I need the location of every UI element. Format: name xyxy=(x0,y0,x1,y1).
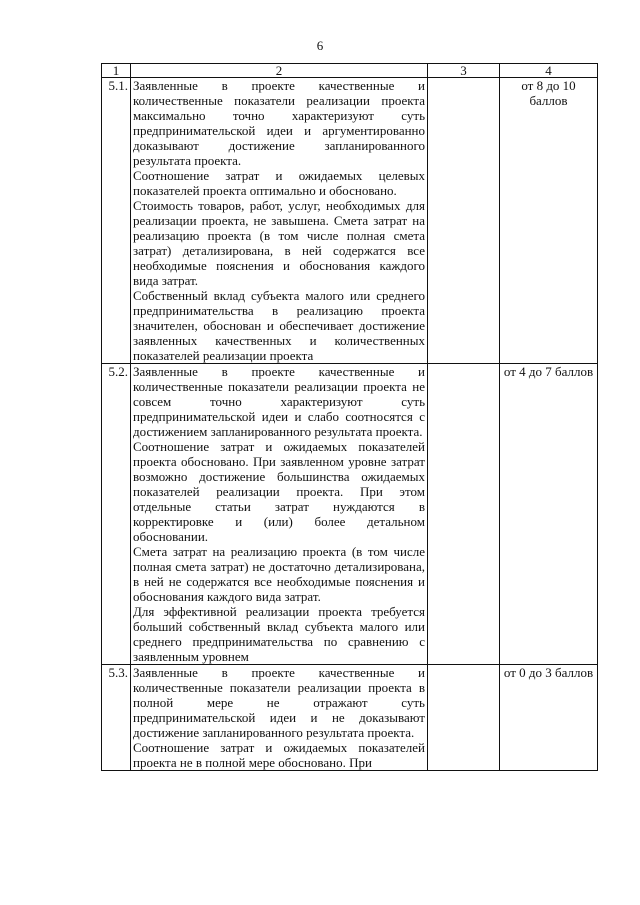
column-header-3: 3 xyxy=(428,64,500,78)
table-body xyxy=(102,78,598,771)
table-header xyxy=(102,64,598,78)
column-header-4: 4 xyxy=(500,64,598,78)
description-paragraph: Заявленные в проекте качественные и количественные показатели реализации проекта в полной мере не отражают суть предпринимательской идеи и не доказывают достижение запланированного результата проекта. xyxy=(133,665,425,740)
score-range: от 8 до 10 баллов xyxy=(500,78,598,364)
score-range: от 4 до 7 баллов xyxy=(500,364,598,665)
description-paragraph: Заявленные в проекте качественные и количественные показатели реализации проекта не совсем точно характеризуют суть предпринимательской идеи и слабо соотносятся с достижением запланированного результата проекта. xyxy=(133,364,425,439)
description-paragraph: Собственный вклад субъекта малого или среднего предпринимательства в реализацию проекта значителен, обоснован и обеспечивает достижение заявленных качественных и количественных показателей реализации проекта xyxy=(133,288,425,363)
header-row xyxy=(102,64,598,78)
page-number: 6 xyxy=(316,38,324,53)
row-number: 5.1. xyxy=(102,78,131,364)
description-paragraph: Соотношение затрат и ожидаемых целевых показателей проекта оптимально и обосновано. xyxy=(133,168,425,198)
score-range: от 0 до 3 баллов xyxy=(500,665,598,771)
column-3-cell xyxy=(428,665,500,771)
criterion-description xyxy=(131,665,428,771)
description-paragraph: Соотношение затрат и ожидаемых показателей проекта обосновано. При заявленном уровне затрат возможно достижение большинства ожидаемых показателей реализации проекта. При этом отдельные статьи затрат нуждаются в корректировке и (или) более детальном обосновании. xyxy=(133,439,425,544)
criteria-table xyxy=(101,63,598,771)
description-paragraph: Стоимость товаров, работ, услуг, необходимых для реализации проекта, не завышена. Смета затрат на реализацию проекта (в том числе полная смета затрат) детализирована, в ней содержатся все необходимые пояснения и обоснования каждого вида затрат. xyxy=(133,198,425,288)
column-3-cell xyxy=(428,78,500,364)
criterion-description xyxy=(131,364,428,665)
column-header-1: 1 xyxy=(102,64,131,78)
table-row xyxy=(102,665,598,771)
row-number: 5.3. xyxy=(102,665,131,771)
description-paragraph: Для эффективной реализации проекта требуется больший собственный вклад субъекта малого или среднего предпринимательства по сравнению с заявленным уровнем xyxy=(133,604,425,664)
criterion-description xyxy=(131,78,428,364)
column-header-2: 2 xyxy=(131,64,428,78)
column-3-cell xyxy=(428,364,500,665)
description-paragraph: Соотношение затрат и ожидаемых показателей проекта не в полной мере обосновано. При xyxy=(133,740,425,770)
table-row xyxy=(102,364,598,665)
table-row xyxy=(102,78,598,364)
description-paragraph: Заявленные в проекте качественные и количественные показатели реализации проекта максимально точно характеризуют суть предпринимательской идеи и аргументированно доказывают достижение запланированного результата проекта. xyxy=(133,78,425,168)
row-number: 5.2. xyxy=(102,364,131,665)
description-paragraph: Смета затрат на реализацию проекта (в том числе полная смета затрат) не достаточно детализирована, в ней не содержатся все необходимые пояснения и обоснования каждого вида затрат. xyxy=(133,544,425,604)
